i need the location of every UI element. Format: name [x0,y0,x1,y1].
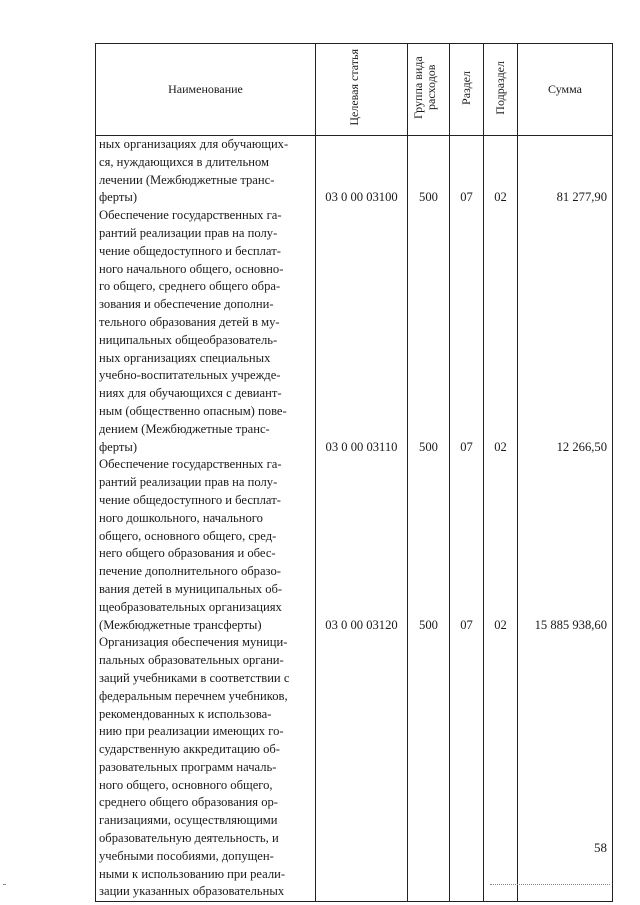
row-name-line: го общего, среднего общего обра- [99,279,281,294]
row-name-line: зования и обеспечение дополни- [99,297,274,312]
row-name-line: ных организациях специальных [99,350,271,365]
row-name-line: пальных образовательных органи- [99,653,284,668]
row-name-cell [96,207,316,456]
row-name-cell [96,456,316,634]
table-row [96,456,613,634]
row-name-line: дением (Межбюджетные транс- [99,421,270,436]
margin-mark [3,884,6,885]
row-target-article [316,634,408,901]
row-name-line: ся, нуждающихся в длительном [99,154,269,169]
row-name-line: щеобразовательных организациях [99,599,282,614]
row-target-article: 03 0 00 03110 [316,207,408,456]
row-name-line: рекомендованных к использова- [99,706,272,721]
row-section [450,634,484,901]
row-subsection: 02 [484,207,518,456]
table-row [96,207,613,456]
row-section: 07 [450,456,484,634]
row-name-line: учебно-воспитательных учрежде- [99,368,281,383]
row-name-line: ниях для обучающихся с девиант- [99,386,282,401]
row-name-line: ных организациях для обучающих- [99,137,289,151]
table-row [96,634,613,901]
row-section: 07 [450,207,484,456]
table-row [96,136,613,208]
header-expense-group: Группа вида расходов [408,44,450,136]
row-name-line: учебными пособиями, допущен- [99,848,274,863]
row-name-line: зации указанных образовательных [99,884,285,899]
header-subsection: Подраздел [484,44,518,136]
row-expense-group: 500 [408,207,450,456]
row-name-line: общего, основного общего, сред- [99,528,277,543]
footer-dotted-line [490,884,610,885]
row-amount: 15 885 938,60 [518,456,613,634]
row-name-line: разовательных программ началь- [99,759,277,774]
row-expense-group: 500 [408,456,450,634]
row-name-line: среднего общего образования ор- [99,795,278,810]
row-name-cell [96,136,316,208]
row-subsection [484,634,518,901]
row-name-line: лечении (Межбюджетные транс- [99,172,275,187]
row-name-line: чение общедоступного и бесплат- [99,492,281,507]
page-number: 58 [594,840,607,855]
row-target-article: 03 0 00 03120 [316,456,408,634]
row-name-line: образовательную деятельность, и [99,831,279,846]
table-header-row [96,44,613,136]
row-amount [518,634,613,901]
row-amount: 81 277,90 [518,136,613,208]
row-subsection: 02 [484,456,518,634]
row-name-line: Организация обеспечения муници- [99,635,288,650]
row-subsection: 02 [484,136,518,208]
row-expense-group: 500 [408,136,450,208]
budget-table [95,43,613,902]
row-name-line: рантий реализации прав на полу- [99,225,278,240]
row-name-line: нию при реализации имеющих го- [99,724,284,739]
row-name-line: ного дошкольного, начального [99,510,263,525]
row-name-line: ганизациями, осуществляющими [99,813,278,828]
row-name-line: ферты) [99,439,138,454]
row-name-line: (Межбюджетные трансферты) [99,617,262,632]
header-name: Наименование [96,44,316,136]
table-body [96,136,613,902]
row-expense-group [408,634,450,901]
row-amount: 12 266,50 [518,207,613,456]
row-name-line: ферты) [99,190,138,205]
row-name-line: тельного образования детей в му- [99,314,280,329]
row-name-line: чение общедоступного и бесплат- [99,243,281,258]
row-name-line: сударственную аккредитацию об- [99,742,280,757]
header-section: Раздел [450,44,484,136]
row-name-line: него общего образования и обес- [99,546,276,561]
row-name-line: Обеспечение государственных га- [99,208,282,223]
row-target-article: 03 0 00 03100 [316,136,408,208]
row-name-line: вания детей в муниципальных об- [99,581,283,596]
row-name-line: печение дополнительного образо- [99,564,281,579]
row-name-line: ниципальных общеобразователь- [99,332,278,347]
row-name-line: Обеспечение государственных га- [99,457,282,472]
header-amount: Сумма [518,44,613,136]
header-target-article: Целевая статья [316,44,408,136]
row-name-line: ного общего, основного общего, [99,777,273,792]
row-name-cell [96,634,316,901]
row-name-line: рантий реализации прав на полу- [99,475,278,490]
row-section: 07 [450,136,484,208]
row-name-line: ным (общественно опасным) пове- [99,403,287,418]
row-name-line: федеральным перечнем учебников, [99,688,288,703]
row-name-line: ными к использованию при реали- [99,866,286,881]
row-name-line: заций учебниками в соответствии с [99,670,290,685]
row-name-line: ного начального общего, основно- [99,261,284,276]
